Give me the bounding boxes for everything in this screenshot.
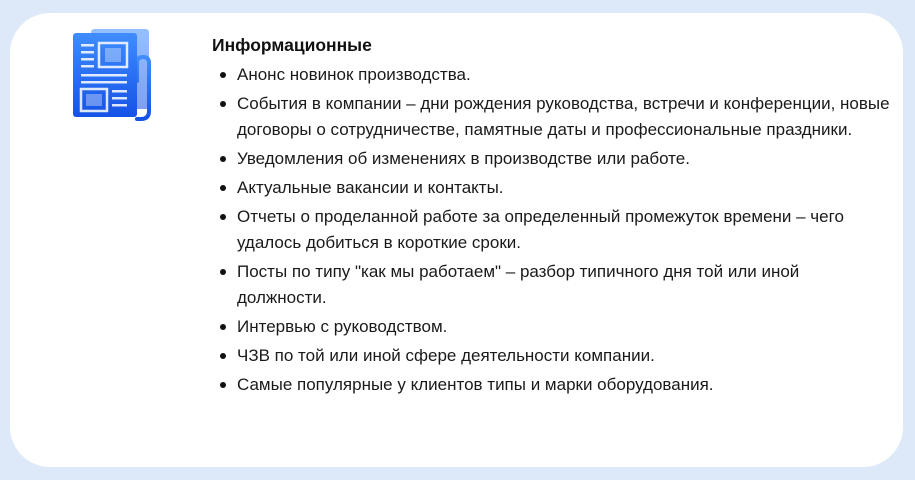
list-item (237, 146, 892, 172)
list-item-text: Отчеты о проделанной работе за определенный промежуток времени – чего удалось добиться в короткие сроки. (237, 207, 844, 252)
list-item-text: Анонс новинок производства. (237, 65, 471, 84)
list-item (237, 372, 892, 398)
newspaper-icon (71, 29, 153, 121)
list-item-text: Интервью с руководством. (237, 317, 448, 336)
list-item (237, 343, 892, 369)
list-item-text: Посты по типу "как мы работаем" – разбор типичного дня той или иной должности. (237, 262, 800, 307)
list-item (237, 259, 892, 311)
list-item-text: Самые популярные у клиентов типы и марки оборудования. (237, 375, 714, 394)
list-item-text: ЧЗВ по той или иной сфере деятельности компании. (237, 346, 655, 365)
list-item (237, 204, 892, 256)
list-item-text: Уведомления об изменениях в производстве или работе. (237, 149, 690, 168)
bullet-list (212, 62, 892, 398)
list-item (237, 62, 892, 88)
info-card (10, 13, 903, 467)
bullet-dot (220, 324, 226, 330)
list-item-text: Актуальные вакансии и контакты. (237, 178, 504, 197)
list-item (237, 314, 892, 340)
list-item (237, 91, 892, 143)
bullet-dot (220, 101, 226, 107)
bullet-dot (220, 269, 226, 275)
content-column (212, 34, 892, 401)
bullet-dot (220, 382, 226, 388)
bullet-dot (220, 185, 226, 191)
bullet-dot (220, 214, 226, 220)
bullet-dot (220, 72, 226, 78)
list-item (237, 175, 892, 201)
list-item-text: События в компании – дни рождения руководства, встречи и конференции, новые договоры о сотрудничестве, памятные даты и профессиональные праздники. (237, 94, 890, 139)
section-heading: Информационные (212, 35, 372, 55)
bullet-dot (220, 156, 226, 162)
bullet-dot (220, 353, 226, 359)
